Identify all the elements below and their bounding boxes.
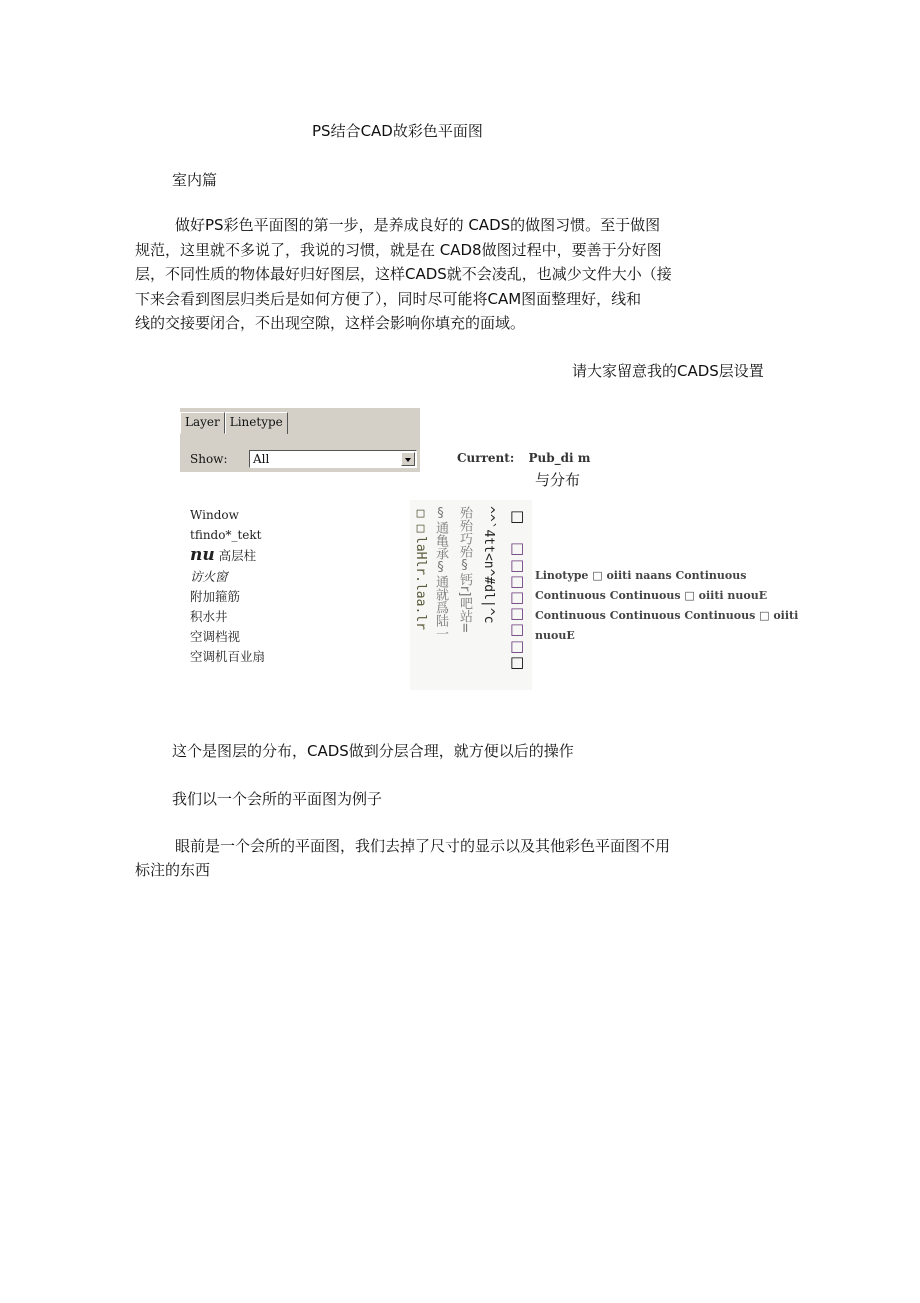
current-value: Pub_di m (528, 451, 591, 465)
spacer (510, 524, 524, 540)
checkbox-icon[interactable]: □ (510, 587, 525, 606)
linetype-list (535, 566, 798, 646)
layer-name: 附加箍筋 (190, 588, 241, 604)
linetype-line: Continuous Continuous □ oiiti nuouE (535, 589, 768, 602)
layer-name: nu (190, 545, 215, 566)
garbled-layer-columns (410, 500, 532, 690)
show-select[interactable] (249, 450, 417, 468)
garbled-column: □□laHlr.laa.lr (413, 506, 428, 630)
plan-line: 标注的东西 (135, 861, 211, 879)
intro-line: 层，不同性质的物体最好归好图层，这样CADS就不会凌乱，也减少文件大小（接 (135, 265, 672, 283)
layer-name: Window (190, 508, 239, 522)
layer-name: 访火窗 (190, 568, 228, 584)
layer-name: 空调机百业扇 (190, 649, 266, 665)
dialog-tabs (180, 412, 288, 434)
intro-line: 线的交接要闭合，不出现空隙，这样会影响你填充的面域。 (135, 314, 526, 332)
intro-paragraph (135, 213, 672, 336)
layer-name-list (190, 505, 265, 668)
layer-distribution-paragraph: 这个是图层的分布，CADS做到分层合理，就方便以后的操作 (172, 742, 574, 760)
checkbox-icon[interactable]: □ (510, 604, 525, 623)
checkbox-icon[interactable]: □ (510, 507, 525, 525)
checkbox-icon[interactable]: □ (510, 571, 525, 590)
layer-dialog-screenshot (180, 408, 420, 472)
layer-name: 空调档视 (190, 629, 241, 645)
current-label: Current: (457, 451, 515, 465)
section-heading: 室内篇 (172, 171, 218, 189)
checkbox-icon[interactable]: □ (510, 652, 525, 671)
show-select-value: All (253, 452, 270, 466)
checkbox-icon[interactable]: □ (510, 620, 525, 639)
linetype-line: nuouE (535, 629, 575, 642)
linetype-line: Linotype □ oiiti naans Continuous (535, 569, 747, 582)
garbled-column: §通亀承§通就爲陆一 (433, 506, 448, 640)
show-label: Show: (190, 452, 228, 466)
tab-layer[interactable]: Layer (180, 412, 225, 434)
intro-line: 做好PS彩色平面图的第一步，是养成良好的 CADS的做图习惯。至于做图 (175, 216, 661, 234)
example-paragraph: 我们以一个会所的平面图为例子 (172, 790, 383, 808)
distribution-label: 与分布 (535, 471, 581, 489)
tab-linetype[interactable]: Linetype (225, 412, 288, 434)
layer-name: tfindo*_tekt (190, 528, 262, 543)
layer-name: 高层柱 (218, 548, 257, 564)
chevron-down-icon[interactable] (401, 452, 415, 466)
garbled-column: 殆殆巧殆§钙r]吧站= (457, 506, 472, 634)
layer-name-row (190, 545, 265, 566)
current-layer (457, 451, 590, 465)
linetype-line: Continuous Continuous Continuous □ oiiti (535, 609, 799, 622)
checkbox-icon[interactable]: □ (510, 555, 525, 574)
checkbox-icon[interactable]: □ (510, 539, 525, 558)
layer-name: 积水井 (190, 609, 228, 625)
layer-settings-note: 请大家留意我的CADS层设置 (572, 362, 764, 380)
checkbox-icon[interactable]: □ (510, 636, 525, 655)
layer-checkbox-column (510, 508, 524, 670)
intro-line: 规范，这里就不多说了，我说的习惯，就是在 CAD8做图过程中，要善于分好图 (135, 240, 662, 259)
plan-description-paragraph (135, 834, 670, 882)
document-title: PS结合CAD故彩色平面图 (312, 122, 483, 140)
plan-line: 眼前是一个会所的平面图，我们去掉了尺寸的显示以及其他彩色平面图不用 (175, 837, 671, 855)
intro-line: 下来会看到图层归类后是如何方便了），同时尽可能将CAM图面整理好，线和 (135, 289, 642, 308)
garbled-column: ^^`4tt<n^#dl|^c (481, 506, 496, 624)
